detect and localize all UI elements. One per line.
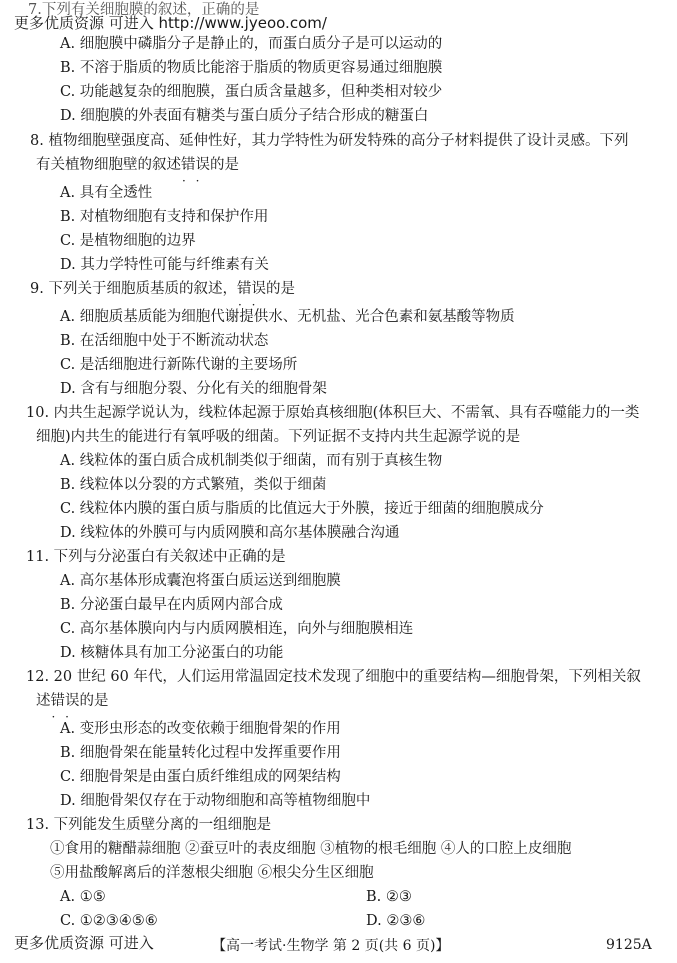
q9-option-b: B. 在活细胞中处于不断流动状态: [60, 333, 269, 349]
q12-option-c: C. 细胞骨架是由蛋白质纤维组成的网架结构: [60, 769, 341, 785]
q9-option-c: C. 是活细胞进行新陈代谢的主要场所: [60, 357, 298, 373]
emphasis-mark: 错误 · ·: [181, 157, 210, 173]
q10-option-c: C. 线粒体内膜的蛋白质与脂质的比值远大于外膜，接近于细菌的细胞膜成分: [60, 501, 544, 517]
paper-code: 9125A: [606, 937, 652, 953]
q7-stem-fragment: 7.下列有关细胞膜的叙述，正确的是: [28, 2, 260, 18]
q10-stem-line2: 细胞)内共生的能进行有氧呼吸的细菌。下列证据不支持内共生起源学说的是: [36, 429, 521, 445]
q11-stem: 11. 下列与分泌蛋白有关叙述中正确的是: [26, 549, 286, 565]
emphasis-mark: 错误 · ·: [51, 693, 80, 709]
q12-stem-line2: 述错误 · ·的是: [36, 691, 109, 711]
q8-option-d: D. 其力学特性可能与纤维素有关: [60, 257, 269, 273]
q7-option-a: A. 细胞膜中磷脂分子是静止的，而蛋白质分子是可以运动的: [60, 36, 443, 52]
q13-option-a: A. ①⑤: [60, 889, 106, 905]
footer-ad: 更多优质资源 可进入: [14, 934, 154, 952]
q13-items-line2: ⑤用盐酸解离后的洋葱根尖细胞 ⑥根尖分生区细胞: [50, 865, 374, 881]
q8-option-a: A. 具有全透性: [60, 185, 153, 201]
q8-stem-line2: 有关植物细胞壁的叙述错误 · ·的是: [36, 155, 239, 175]
q11-option-d: D. 核糖体具有加工分泌蛋白的功能: [60, 645, 284, 661]
q11-option-b: B. 分泌蛋白最早在内质网内部合成: [60, 597, 283, 613]
q9-option-a: A. 细胞质基质能为细胞代谢提供水、无机盐、光合色素和氨基酸等物质: [60, 309, 515, 325]
q10-option-a: A. 线粒体的蛋白质合成机制类似于细菌，而有别于真核生物: [60, 453, 443, 469]
page-footer: 【高一考试·生物学 第 2 页(共 6 页)】: [212, 938, 450, 954]
q8-option-c: C. 是植物细胞的边界: [60, 233, 196, 249]
q11-option-a: A. 高尔基体形成囊泡将蛋白质运送到细胞膜: [60, 573, 341, 589]
q11-option-c: C. 高尔基体膜向内与内质网膜相连，向外与细胞膜相连: [60, 621, 414, 637]
q7-option-b: B. 不溶于脂质的物质比能溶于脂质的物质更容易通过细胞膜: [60, 60, 443, 76]
header-ad: 更多优质资源 可进入 http://www.jyeoo.com/: [14, 14, 327, 32]
emphasis-mark: 错误 · ·: [237, 281, 266, 297]
q12-stem-line1: 12. 20 世纪 60 年代，人们运用常温固定技术发现了细胞中的重要结构—细胞骨架，下列相关叙: [26, 669, 641, 685]
q7-option-c: C. 功能越复杂的细胞膜，蛋白质含量越多，但种类相对较少: [60, 84, 443, 100]
q13-stem: 13. 下列能发生质壁分离的一组细胞是: [26, 817, 272, 833]
q13-items-line1: ①食用的糖醋蒜细胞 ②蚕豆叶的表皮细胞 ③植物的根毛细胞 ④人的口腔上皮细胞: [50, 841, 572, 857]
q9-stem: 9. 下列关于细胞质基质的叙述，错误 · ·的是: [30, 279, 295, 299]
q10-stem-line1: 10. 内共生起源学说认为，线粒体起源于原始真核细胞(体积巨大、不需氧、具有吞噬能力的一类: [26, 405, 640, 421]
q7-option-d: D. 细胞膜的外表面有糖类与蛋白质分子结合形成的糖蛋白: [60, 108, 429, 124]
q13-option-b: B. ②③: [366, 889, 412, 905]
q12-option-d: D. 细胞骨架仅存在于动物细胞和高等植物细胞中: [60, 793, 371, 809]
q10-option-b: B. 线粒体以分裂的方式繁殖，类似于细菌: [60, 477, 327, 493]
q12-option-b: B. 细胞骨架在能量转化过程中发挥重要作用: [60, 745, 341, 761]
q13-option-c: C. ①②③④⑤⑥: [60, 913, 158, 929]
q12-option-a: A. 变形虫形态的改变依赖于细胞骨架的作用: [60, 721, 341, 737]
q13-option-d: D. ②③⑥: [366, 913, 426, 929]
q8-option-b: B. 对植物细胞有支持和保护作用: [60, 209, 269, 225]
q8-stem-line1: 8. 植物细胞壁强度高、延伸性好，其力学特性为研发特殊的高分子材料提供了设计灵感。下列: [30, 133, 629, 149]
q10-option-d: D. 线粒体的外膜可与内质网膜和高尔基体膜融合沟通: [60, 525, 400, 541]
q9-option-d: D. 含有与细胞分裂、分化有关的细胞骨架: [60, 381, 327, 397]
